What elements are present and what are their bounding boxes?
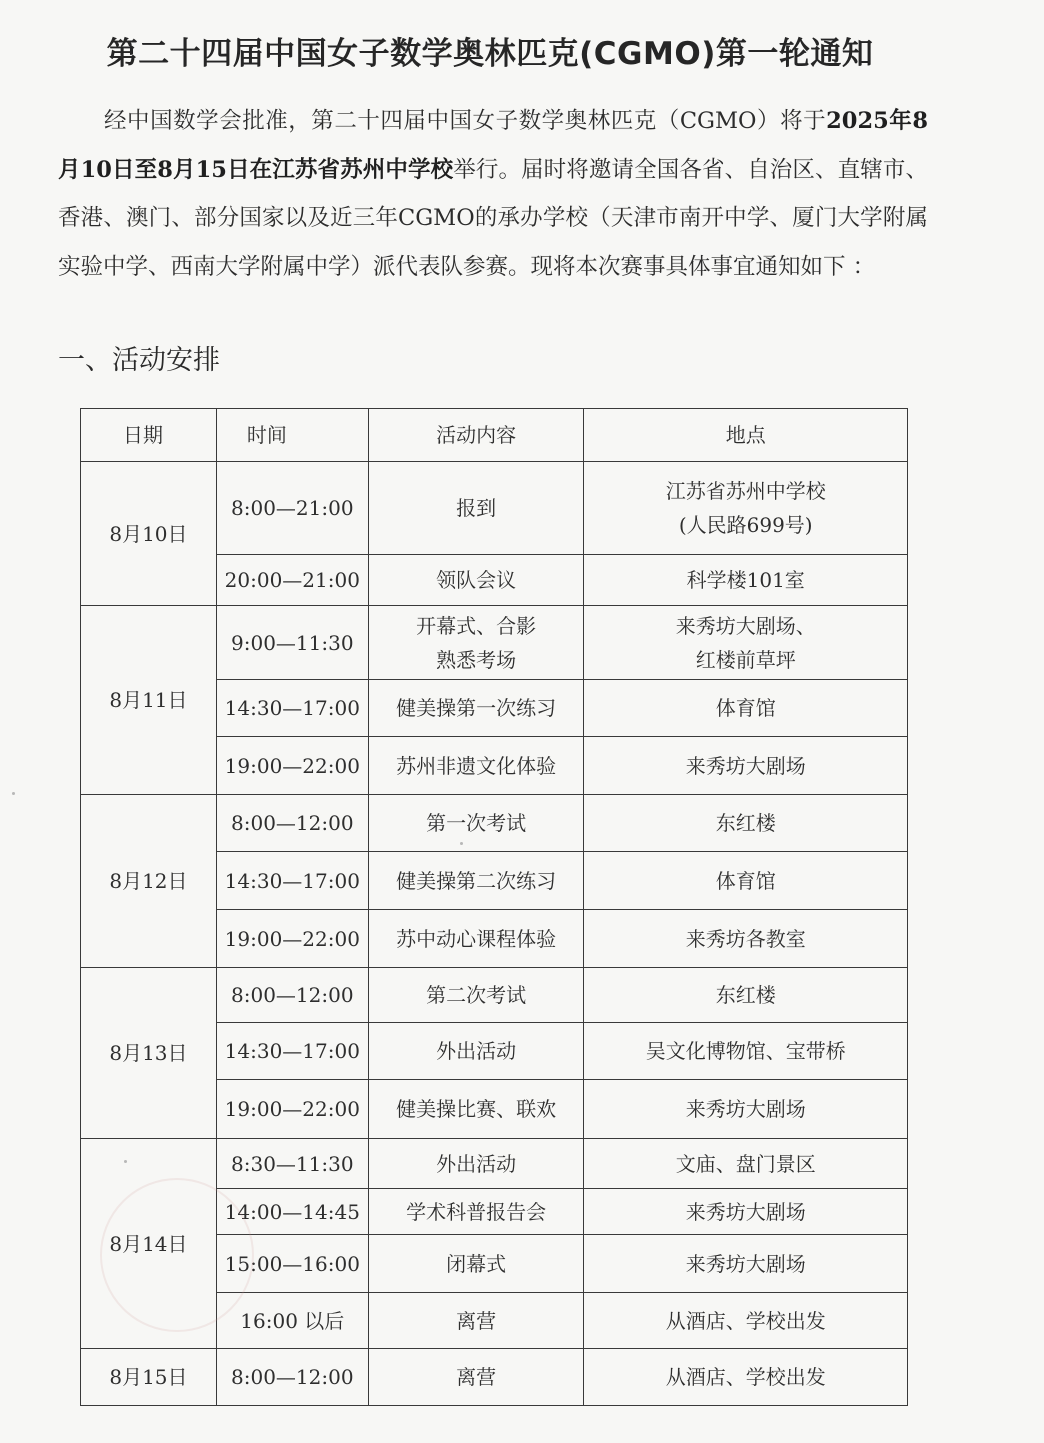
activity-cell: 苏州非遗文化体验 (368, 737, 584, 795)
activity-cell: 报到 (368, 462, 584, 555)
time-cell: 14:30—17:00 (216, 852, 368, 910)
activity-cell: 学术科普报告会 (368, 1189, 584, 1235)
date-cell: 8月10日 (81, 462, 217, 606)
activity-cell: 苏中动心课程体验 (368, 910, 584, 968)
time-cell: 16:00 以后 (216, 1293, 368, 1349)
date-cell: 8月11日 (81, 606, 217, 795)
time-cell: 14:00—14:45 (216, 1189, 368, 1235)
scan-speck (12, 792, 15, 795)
scan-speck (124, 1160, 127, 1163)
location-cell: 从酒店、学校出发 (584, 1293, 908, 1349)
table-row (81, 795, 908, 852)
date-cell: 8月14日 (81, 1139, 217, 1349)
time-cell: 15:00—16:00 (216, 1235, 368, 1293)
location-line: 来秀坊大剧场、 (675, 613, 816, 638)
location-cell: 体育馆 (584, 680, 908, 737)
activity-cell: 外出活动 (368, 1023, 584, 1080)
table-row (81, 1349, 908, 1406)
table-row (81, 462, 908, 555)
location-cell: 体育馆 (584, 852, 908, 910)
location-cell (584, 462, 908, 555)
faded-stamp-mark (100, 1178, 254, 1332)
intro-text-part2: 举行。届时将邀请全国各省、自治区、直辖市、香港、澳门、部分国家以及近三年CGMO的承办学校（天津市南开中学、厦门大学附属实验中学、西南大学附属中学）派代表队参赛。现将本次赛事具体事宜通知如下 ： (58, 156, 928, 280)
time-cell: 19:00—22:00 (216, 1080, 368, 1139)
activity-cell: 离营 (368, 1293, 584, 1349)
time-cell: 19:00—22:00 (216, 910, 368, 968)
time-cell: 14:30—17:00 (216, 680, 368, 737)
time-cell: 8:30—11:30 (216, 1139, 368, 1189)
time-cell: 20:00—21:00 (216, 555, 368, 606)
table-header-row (81, 409, 908, 462)
activity-cell: 领队会议 (368, 555, 584, 606)
time-cell: 9:00—11:30 (216, 606, 368, 680)
activity-cell: 第一次考试 (368, 795, 584, 852)
activity-cell: 第二次考试 (368, 968, 584, 1023)
activity-line: 开幕式、合影 (416, 613, 537, 638)
location-cell: 来秀坊各教室 (584, 910, 908, 968)
activity-cell: 外出活动 (368, 1139, 584, 1189)
intro-paragraph (58, 97, 928, 291)
scan-speck (460, 842, 463, 845)
activity-cell (368, 606, 584, 680)
activity-cell: 健美操第二次练习 (368, 852, 584, 910)
table-row (81, 1139, 908, 1189)
time-cell: 19:00—22:00 (216, 737, 368, 795)
location-cell: 来秀坊大剧场 (584, 1189, 908, 1235)
location-cell: 东红楼 (584, 795, 908, 852)
activity-cell: 离营 (368, 1349, 584, 1406)
time-cell: 8:00—12:00 (216, 1349, 368, 1406)
location-line: 红楼前草坪 (695, 647, 796, 672)
header-activity: 活动内容 (368, 409, 584, 462)
table-row (81, 606, 908, 680)
section-title: 一、活动安排 (58, 345, 220, 376)
intro-dates: 2025年8月10日至8月15日在江苏省苏州中学校 (58, 108, 928, 183)
intro-text-part1: 经中国数学会批准，第二十四届中国女子数学奥林匹克（CGMO）将于 (104, 108, 827, 134)
document-title: 第二十四届中国女子数学奥林匹克(CGMO)第一轮通知 (106, 36, 874, 72)
activity-cell: 闭幕式 (368, 1235, 584, 1293)
location-cell: 从酒店、学校出发 (584, 1349, 908, 1406)
location-line: (人民路699号) (678, 513, 813, 537)
location-cell (584, 606, 908, 680)
date-cell: 8月13日 (81, 968, 217, 1139)
date-cell: 8月15日 (81, 1349, 217, 1406)
time-cell: 8:00—21:00 (216, 462, 368, 555)
time-cell: 8:00—12:00 (216, 795, 368, 852)
location-cell: 来秀坊大剧场 (584, 737, 908, 795)
header-time: 时间 (216, 409, 368, 462)
location-cell: 来秀坊大剧场 (584, 1080, 908, 1139)
header-date: 日期 (81, 409, 217, 462)
location-cell: 来秀坊大剧场 (584, 1235, 908, 1293)
location-cell: 科学楼101室 (584, 555, 908, 606)
date-cell: 8月12日 (81, 795, 217, 968)
location-cell: 吴文化博物馆、宝带桥 (584, 1023, 908, 1080)
time-cell: 8:00—12:00 (216, 968, 368, 1023)
activity-line: 熟悉考场 (436, 647, 517, 672)
table-row (81, 968, 908, 1023)
time-cell: 14:30—17:00 (216, 1023, 368, 1080)
location-cell: 东红楼 (584, 968, 908, 1023)
activity-cell: 健美操第一次练习 (368, 680, 584, 737)
location-cell: 文庙、盘门景区 (584, 1139, 908, 1189)
location-line: 江苏省苏州中学校 (665, 479, 826, 503)
header-location: 地点 (584, 409, 908, 462)
activity-cell: 健美操比赛、联欢 (368, 1080, 584, 1139)
